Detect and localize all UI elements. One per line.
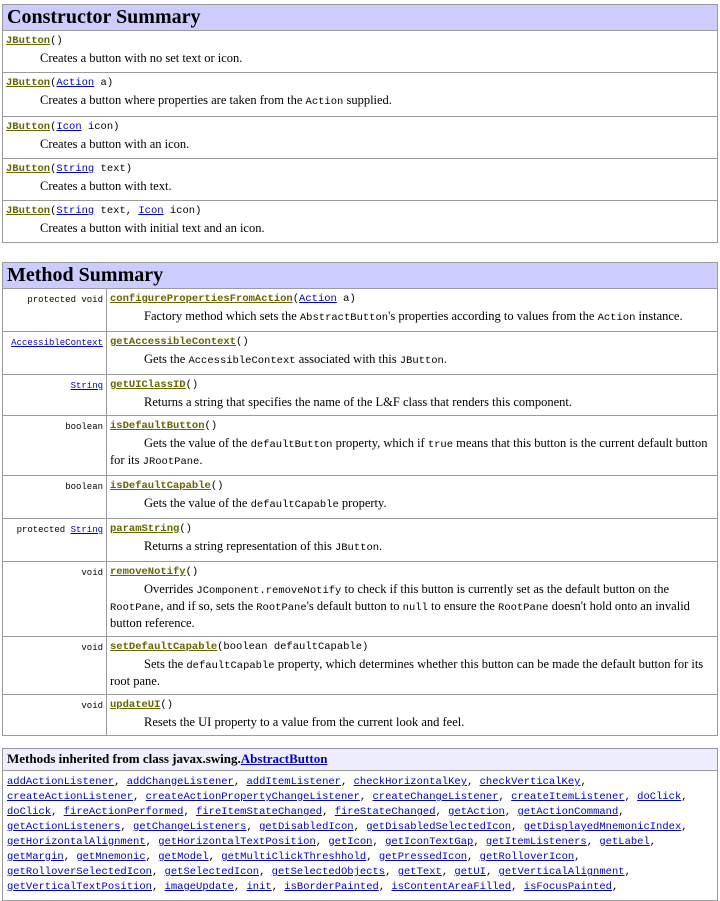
table-row [3,201,718,243]
inherited-method-link[interactable]: createActionPropertyChangeListener [145,791,360,803]
inherited-methods-list [3,771,718,901]
code-text: () [210,480,224,492]
method-description [110,657,714,689]
method-cell [107,695,718,736]
method-cell [107,562,718,637]
method-link[interactable]: JButton [6,121,51,133]
inherited-method-link[interactable]: getSelectedIcon [164,866,260,878]
plain-text: 's properties according to values from the [388,309,598,323]
code-text: () [236,336,249,348]
code-text: (boolean defaultCapable) [217,641,369,653]
method-link[interactable]: getAccessibleContext [110,336,237,348]
code-text: void [81,701,103,711]
code-text: protected void [27,295,103,305]
type-link[interactable]: Action [56,77,95,89]
method-cell [107,476,718,519]
code-text: void [81,568,103,578]
code-text: boolean [65,422,103,432]
plain-text: property. [338,496,387,510]
plain-text: Factory method which sets the [144,309,300,323]
method-return-type [3,416,107,476]
inherited-method-link[interactable]: doClick [7,806,52,818]
method-link[interactable]: updateUI [110,699,161,711]
plain-text: Returns a string that specifies the name of the L&F class that renders this component. [144,395,573,409]
table-row [3,771,718,901]
method-cell [107,375,718,416]
inherited-method-link[interactable]: getDisabledIcon [259,821,354,833]
plain-text: Sets the [144,657,187,671]
plain-text: Creates a button with initial text and an icon. [40,221,265,235]
inherited-method-link[interactable]: getSelectedObjects [271,866,386,878]
plain-text: to check if this button is currently set as the default button on the [341,582,670,596]
plain-text: Gets the value of the [144,436,251,450]
inherited-methods-line: getVerticalTextPosition, imageUpdate, init, isBorderPainted, isContentAreaFilled, isFocusPainted, [7,881,619,893]
code-text: AccessibleContext [188,355,296,367]
method-cell [107,416,718,476]
inherited-method-link[interactable]: getPressedIcon [378,851,468,863]
table-row [3,416,718,476]
method-description [110,352,714,369]
table-row [3,73,718,117]
method-link[interactable]: JButton [6,35,51,47]
inherited-method-link[interactable]: addItemListener [246,776,341,788]
code-text: Action [305,96,344,108]
code-text: defaultCapable [250,499,339,511]
table-row [3,332,718,375]
method-link[interactable]: removeNotify [110,566,186,578]
plain-text: Gets the [144,352,189,366]
inherited-method-link[interactable]: getItemListeners [485,836,587,848]
inherited-method-link[interactable]: getDisabledSelectedIcon [366,821,512,833]
constructor-signature [6,162,714,177]
inherited-method-link[interactable]: createActionListener [7,791,134,803]
method-link[interactable]: isDefaultButton [110,420,205,432]
constructor-row [3,73,718,117]
method-return-type [3,637,107,695]
code-text: () [185,566,199,578]
inherited-methods-line: getRolloverSelectedIcon, getSelectedIcon, getSelectedObjects, getText, getUI, getVerticalAlignment, [7,866,631,878]
inherited-method-link[interactable]: getActionCommand [517,806,619,818]
method-description [110,715,714,730]
code-text: JComponent.removeNotify [196,585,342,597]
code-text: JRootPane [142,456,200,468]
inherited-methods-line: createActionListener, createActionPropertyChangeListener, createChangeListener, createItemListener, doClick, [7,791,688,803]
constructor-description [6,137,714,152]
inherited-methods-header [3,749,718,771]
inherited-method-link[interactable]: getHorizontalTextPosition [158,836,316,848]
code-text: true [427,439,454,451]
code-text: a) [94,77,114,89]
constructor-description [6,221,714,236]
plain-text: Creates a button with no set text or icon. [40,51,243,65]
inherited-method-link[interactable]: getIconTextGap [385,836,474,848]
method-link[interactable]: paramString [110,523,180,535]
code-text: ( [292,293,300,305]
method-link[interactable]: JButton [6,205,51,217]
inherited-method-link[interactable]: getMargin [7,851,64,863]
plain-text: Creates a button with text. [40,179,172,193]
code-text: text) [94,163,133,175]
method-cell [107,289,718,332]
table-row [3,289,718,332]
plain-text: supplied. [343,93,392,107]
plain-text: Creates a button where properties are taken from the [40,93,306,107]
inherited-methods-line: getMargin, getMnemonic, getModel, getMultiClickThreshhold, getPressedIcon, getRolloverIcon, [7,851,581,863]
method-description [110,496,714,513]
method-signature [110,419,714,434]
type-link[interactable]: String [56,205,95,217]
plain-text: 's default button to [306,599,403,613]
plain-text: Creates a button with an icon. [40,137,190,151]
inherited-method-link[interactable]: getText [397,866,442,878]
inherited-method-link[interactable]: getVerticalTextPosition [7,881,152,893]
code-text: Action [597,312,636,324]
inherited-method-link[interactable]: fireItemStateChanged [196,806,323,818]
inherited-method-link[interactable]: isFocusPainted [523,881,612,893]
method-signature [110,698,714,713]
inherited-method-link[interactable]: addActionListener [7,776,115,788]
table-row [3,159,718,201]
constructor-signature [6,34,714,49]
plain-text: Overrides [144,582,197,596]
inherited-method-link[interactable]: isBorderPainted [284,881,379,893]
inherited-method-link[interactable]: checkHorizontalKey [353,776,468,788]
code-text: boolean [65,482,103,492]
method-signature [110,378,714,393]
plain-text: doesn't hold onto an invalid button reference. [110,599,690,630]
code-text: protected [16,525,71,535]
inherited-method-link[interactable]: getUI [454,866,486,878]
inherited-method-link[interactable]: init [246,881,272,893]
code-text: () [50,35,63,47]
method-link[interactable]: getUIClassID [110,379,186,391]
inherited-methods-line: addActionListener, addChangeListener, addItemListener, checkHorizontalKey, checkVerticalKey, [7,776,587,788]
inherited-method-link[interactable]: checkVerticalKey [479,776,581,788]
code-text: void [81,643,103,653]
class-link[interactable]: AbstractButton [240,751,328,766]
plain-text: means that this button is the current default button for its [110,436,708,467]
code-text: icon) [81,121,120,133]
method-description [110,436,714,470]
code-text: () [179,523,192,535]
plain-text: , and if so, sets the [160,599,257,613]
method-return-type [3,476,107,519]
inherited-method-link[interactable]: createItemListener [511,791,625,803]
constructor-signature [6,76,714,91]
method-link[interactable]: configurePropertiesFromAction [110,293,293,305]
inherited-method-link[interactable]: getRolloverIcon [479,851,575,863]
inherited-method-link[interactable]: addChangeListener [126,776,234,788]
method-summary-header: Method Summary [3,263,718,289]
code-text: () [160,699,174,711]
constructor-summary-table [2,4,718,243]
table-row [3,562,718,637]
method-link[interactable]: isDefaultCapable [110,480,211,492]
method-signature [110,292,714,307]
plain-text: instance. [635,309,683,323]
method-signature [110,479,714,494]
inherited-method-link[interactable]: getHorizontalAlignment [7,836,146,848]
method-link[interactable]: JButton [6,77,51,89]
code-text: ( [50,77,57,89]
table-row [3,117,718,159]
code-text: () [204,420,218,432]
inherited-method-link[interactable]: getVerticalAlignment [498,866,625,878]
inherited-method-link[interactable]: getActionListeners [7,821,121,833]
inherited-method-link[interactable]: getIcon [328,836,373,848]
constructor-summary-header: Constructor Summary [3,5,718,31]
type-link[interactable]: AccessibleContext [11,338,103,348]
method-signature [110,640,714,655]
method-signature [110,522,714,537]
inherited-method-link[interactable]: getDisplayedMnemonicIndex [523,821,682,833]
method-description [110,582,714,631]
method-link[interactable]: setDefaultCapable [110,641,218,653]
code-text: RootPane [498,602,549,614]
inherited-method-link[interactable]: getModel [158,851,209,863]
table-row [3,31,718,73]
inherited-method-link[interactable]: getLabel [599,836,650,848]
table-row [3,375,718,416]
code-text: icon) [163,205,202,217]
constructor-row [3,31,718,73]
method-link[interactable]: JButton [6,163,51,175]
constructor-description [6,179,714,194]
method-return-type [3,332,107,375]
constructor-row [3,159,718,201]
constructor-signature [6,204,714,219]
method-return-type [3,695,107,736]
method-description [110,539,714,556]
constructor-row [3,117,718,159]
code-text: ( [50,205,57,217]
code-text: a) [336,293,356,305]
constructor-row [3,201,718,243]
plain-text: property, which determines whether this button can be made the default button for its root pane. [110,657,704,688]
code-text: defaultButton [250,439,333,451]
type-link[interactable]: Icon [56,121,82,133]
inherited-methods-line: getActionListeners, getChangeListeners, getDisabledIcon, getDisabledSelectedIcon, getDisplayedMnemonicIndex, [7,821,688,833]
type-link[interactable]: String [70,525,103,535]
constructor-description [6,93,714,110]
method-cell [107,519,718,562]
method-return-type [3,519,107,562]
code-text: JButton [399,355,444,367]
inherited-method-link[interactable]: doClick [637,791,682,803]
plain-text: Returns a string representation of this [144,539,335,553]
code-text: RootPane [110,602,161,614]
plain-text: . [379,539,383,553]
method-description [110,309,714,326]
inherited-method-link[interactable]: fireStateChanged [334,806,436,818]
inherited-method-link[interactable]: isContentAreaFilled [391,881,512,893]
method-return-type [3,375,107,416]
plain-text: to ensure the [427,599,499,613]
method-cell [107,637,718,695]
type-link[interactable]: Icon [138,205,164,217]
plain-text: Resets the UI property to a value from the current look and feel. [144,715,465,729]
table-row [3,519,718,562]
inherited-method-link[interactable]: getRolloverSelectedIcon [7,866,152,878]
inherited-method-link[interactable]: imageUpdate [164,881,234,893]
inherited-methods-line: getHorizontalAlignment, getHorizontalTextPosition, getIcon, getIconTextGap, getItemListeners, getLabel, [7,836,657,848]
code-text: ( [50,121,57,133]
code-text: RootPane [256,602,307,614]
code-text: () [185,379,199,391]
code-text: AbstractButton [299,312,389,324]
inherited-method-link[interactable]: getAction [448,806,505,818]
inherited-method-link[interactable]: getMnemonic [76,851,146,863]
method-signature [110,565,714,580]
method-return-type [3,562,107,637]
type-link[interactable]: String [56,163,95,175]
plain-text: Gets the value of the [144,496,251,510]
constructor-signature [6,120,714,135]
table-row [3,476,718,519]
plain-text: associated with this [295,352,400,366]
method-signature [110,335,714,350]
inherited-method-link[interactable]: fireActionPerformed [63,806,184,818]
code-text: text, [94,205,139,217]
inherited-methods-line: doClick, fireActionPerformed, fireItemStateChanged, fireStateChanged, getAction, getActionCommand, [7,806,625,818]
plain-text: . [199,453,203,467]
method-description [110,395,714,410]
code-text: null [402,602,428,614]
constructor-description [6,51,714,66]
bold-text: Methods inherited from class javax.swing. [7,751,241,766]
inherited-method-link[interactable]: createChangeListener [372,791,499,803]
code-text: defaultCapable [186,660,275,672]
table-row [3,695,718,736]
method-cell [107,332,718,375]
plain-text: . [443,352,447,366]
type-link[interactable]: Action [299,293,337,305]
code-text: JButton [334,542,380,554]
inherited-method-link[interactable]: getChangeListeners [133,821,247,833]
inherited-method-link[interactable]: getMultiClickThreshhold [221,851,367,863]
method-return-type [3,289,107,332]
type-link[interactable]: String [70,381,103,391]
plain-text: property, which if [332,436,428,450]
code-text: ( [50,163,57,175]
inherited-methods-table [2,748,718,901]
method-summary-table [2,262,718,736]
table-row [3,637,718,695]
